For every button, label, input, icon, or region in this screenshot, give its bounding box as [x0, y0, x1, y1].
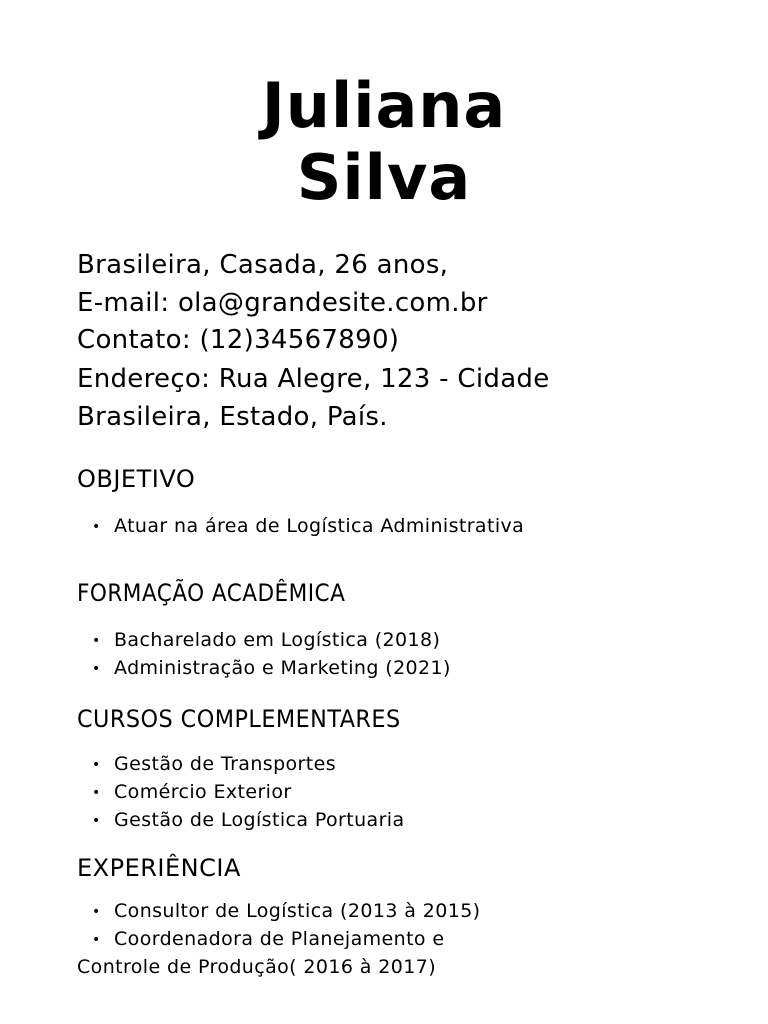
list-item-text: Gestão de Transportes: [114, 753, 337, 775]
name-second-line: Silva: [296, 141, 472, 214]
section-title-objetivo: OBJETIVO: [77, 465, 196, 493]
list-item: [92, 654, 451, 683]
list-item: [92, 925, 444, 954]
bullet-icon: •: [92, 904, 101, 920]
bullet-icon: •: [92, 813, 101, 829]
section-title-cursos: CURSOS COMPLEMENTARES: [77, 705, 401, 733]
bullet-icon: •: [92, 633, 101, 649]
list-item: [92, 778, 292, 807]
list-item-text: Comércio Exterior: [114, 781, 292, 803]
phone-line: Contato: (12)34567890): [77, 325, 400, 355]
list-item-text: Atuar na área de Logística Administrativa: [114, 515, 525, 537]
list-item: [92, 626, 440, 655]
list-item: [92, 512, 524, 541]
section-title-experiencia: EXPERIÊNCIA: [77, 854, 241, 882]
list-item: [92, 806, 405, 835]
bullet-icon: •: [92, 932, 101, 948]
bullet-icon: •: [92, 661, 101, 677]
section-title-formacao: FORMAÇÃO ACADÊMICA: [77, 579, 346, 607]
name-first-line: Juliana: [261, 69, 507, 142]
list-item-text: Bacharelado em Logística (2018): [114, 629, 441, 651]
list-item-continuation: Controle de Produção( 2016 à 2017): [77, 956, 437, 978]
list-item: [92, 750, 336, 779]
list-item-text: Gestão de Logística Portuaria: [114, 809, 405, 831]
personal-info: Brasileira, Casada, 26 anos,: [77, 250, 449, 280]
list-item-text: Consultor de Logística (2013 à 2015): [114, 900, 481, 922]
address-line-1: Endereço: Rua Alegre, 123 - Cidade: [77, 364, 550, 394]
bullet-icon: •: [92, 757, 101, 773]
list-item-text: Coordenadora de Planejamento e: [114, 928, 445, 950]
list-item: [92, 897, 481, 926]
list-item-text: Administração e Marketing (2021): [114, 657, 451, 679]
address-line-2: Brasileira, Estado, País.: [77, 402, 388, 432]
bullet-icon: •: [92, 519, 101, 535]
bullet-icon: •: [92, 785, 101, 801]
email-line: E-mail: ola@grandesite.com.br: [77, 288, 488, 318]
